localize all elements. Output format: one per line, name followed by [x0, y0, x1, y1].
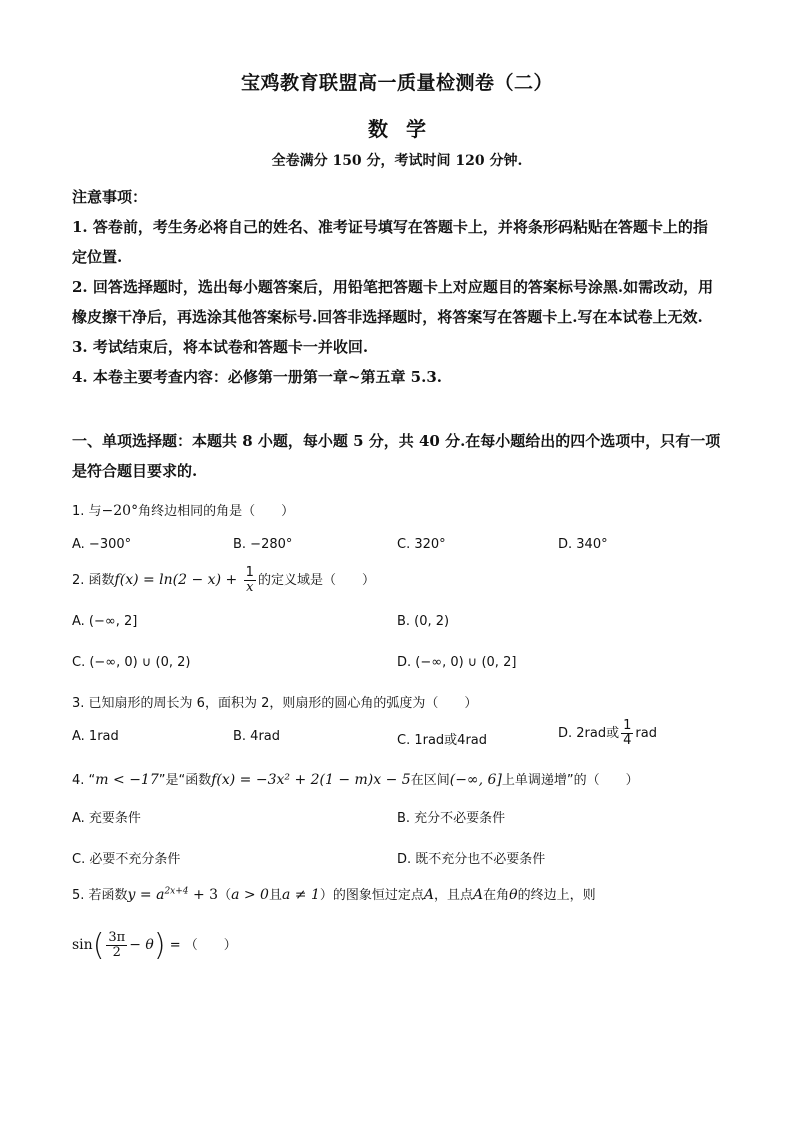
q5-line2-end: = （ ）	[165, 938, 237, 953]
exam-title: 宝鸡教育联盟高一质量检测卷（二）	[240, 72, 553, 94]
q5-mid4: ，且点	[434, 888, 474, 903]
note-item-3: 3. 考试结束后，将本试卷和答题卡一并收回.	[72, 338, 369, 356]
q5-sin: sin	[72, 937, 93, 953]
q5-mid: （	[218, 888, 232, 903]
q5-den: 2	[112, 945, 121, 960]
q5-exponent: 2x+4	[164, 886, 189, 897]
q5-math-6: θ	[509, 887, 518, 903]
q1-option-a[interactable]: A. −300°	[72, 537, 132, 552]
subject-heading	[0, 113, 794, 142]
q3-option-a[interactable]: A. 1rad	[72, 729, 119, 744]
subject-char-2: 学	[406, 117, 426, 141]
q3-optd-post: rad	[635, 726, 657, 741]
q4-math-3: (−∞, 6]	[449, 772, 502, 788]
q5-math-1: y = a	[127, 887, 165, 903]
q4-post: 上单调递增”的（ ）	[501, 773, 639, 788]
q3-optd-fraction	[621, 719, 633, 748]
q2-num: 1	[245, 565, 254, 580]
q2-math: f(x) = ln(2 − x) +	[114, 572, 242, 588]
note-item-4: 4. 本卷主要考查内容：必修第一册第一章~第五章 5.3.	[72, 368, 442, 386]
q2-post: 的定义域是（ ）	[257, 573, 375, 588]
q4-pre: 4. “	[72, 773, 96, 788]
q1-option-c[interactable]: C. 320°	[397, 537, 446, 552]
q2-option-d[interactable]: D. (−∞, 0) ∪ (0, 2]	[397, 655, 517, 670]
q2-den: x	[246, 580, 254, 595]
q1-math: −20°	[101, 503, 139, 519]
q5-mid5: 在角	[483, 888, 510, 903]
q2-option-b[interactable]: B. (0, 2)	[397, 614, 450, 629]
q5-math-4: A	[423, 887, 435, 903]
q2-option-a[interactable]: A. (−∞, 2]	[72, 614, 138, 629]
note-item-2: 2. 回答选择题时，选出每小题答案后，用铅笔把答题卡上对应题目的答案标号涂黑.如需改动，用橡皮擦干净后，再选涂其他答案标号.回答非选择题时，将答案写在答题卡上.写在本试卷上无效.	[72, 278, 714, 326]
q3-optd-num: 1	[623, 718, 632, 733]
q1-option-d[interactable]: D. 340°	[558, 537, 608, 552]
question-4	[72, 769, 639, 788]
q4-mid: ”是“函数	[158, 773, 212, 788]
q4-math-2: f(x) = −3x² + 2(1 − m)x − 5	[211, 772, 411, 788]
q3-option-d[interactable]	[558, 719, 657, 748]
question-1	[72, 500, 294, 519]
notes-block	[72, 182, 722, 392]
q4-option-b[interactable]: B. 充分不必要条件	[397, 811, 506, 826]
q4-option-c[interactable]: C. 必要不充分条件	[72, 852, 181, 867]
q4-option-a[interactable]: A. 充要条件	[72, 811, 141, 826]
q4-mid2: 在区间	[410, 773, 450, 788]
q3-option-c[interactable]: C. 1rad或4rad	[397, 733, 488, 748]
q1-pre: 1. 与	[72, 504, 102, 519]
q5-post: 的终边上，则	[517, 888, 596, 903]
q5-mid2: 且	[268, 888, 282, 903]
q4-option-d[interactable]: D. 既不充分也不必要条件	[397, 852, 546, 867]
q3-option-b[interactable]: B. 4rad	[233, 729, 281, 744]
notes-heading: 注意事项：	[72, 188, 148, 206]
q2-fraction	[244, 566, 256, 595]
q5-math-1b: + 3	[188, 887, 219, 903]
q1-option-b[interactable]: B. −280°	[233, 537, 293, 552]
q5-right-paren: )	[153, 928, 166, 963]
question-3: 3. 已知扇形的周长为 6，面积为 2，则扇形的圆心角的弧度为（ ）	[72, 696, 478, 711]
subject-char-1: 数	[368, 117, 388, 141]
q2-option-c[interactable]: C. (−∞, 0) ∪ (0, 2)	[72, 655, 191, 670]
q5-left-paren: (	[92, 928, 105, 963]
question-5-line-2	[72, 928, 237, 963]
section-heading: 一、单项选择题：本题共 8 小题，每小题 5 分，共 40 分.在每小题给出的四个选项中，只有一项是符合题目要求的.	[72, 432, 721, 480]
q3-optd-pre: D. 2rad或	[558, 726, 620, 741]
q5-math-3: a ≠ 1	[281, 887, 320, 903]
q5-num: 3π	[108, 930, 126, 945]
exam-meta: 全卷满分 150 分，考试时间 120 分钟.	[271, 153, 523, 169]
note-item-1: 1. 答卷前，考生务必将自己的姓名、准考证号填写在答题卡上，并将条形码粘贴在答题卡上的指定位置.	[72, 218, 708, 266]
q5-math-5: A	[473, 887, 484, 903]
q5-math-2: a > 0	[231, 887, 269, 903]
q5-theta-term: − θ	[129, 937, 154, 953]
question-5	[72, 884, 596, 903]
q1-post: 角终边相同的角是（ ）	[138, 504, 295, 519]
q5-pre: 5. 若函数	[72, 888, 128, 903]
question-2	[72, 566, 375, 595]
q3-optd-den: 4	[623, 733, 632, 748]
q5-mid3: ）的图象恒过定点	[319, 888, 424, 903]
q2-pre: 2. 函数	[72, 573, 115, 588]
q5-fraction	[106, 931, 127, 960]
q4-math-1: m < −17	[95, 772, 159, 788]
